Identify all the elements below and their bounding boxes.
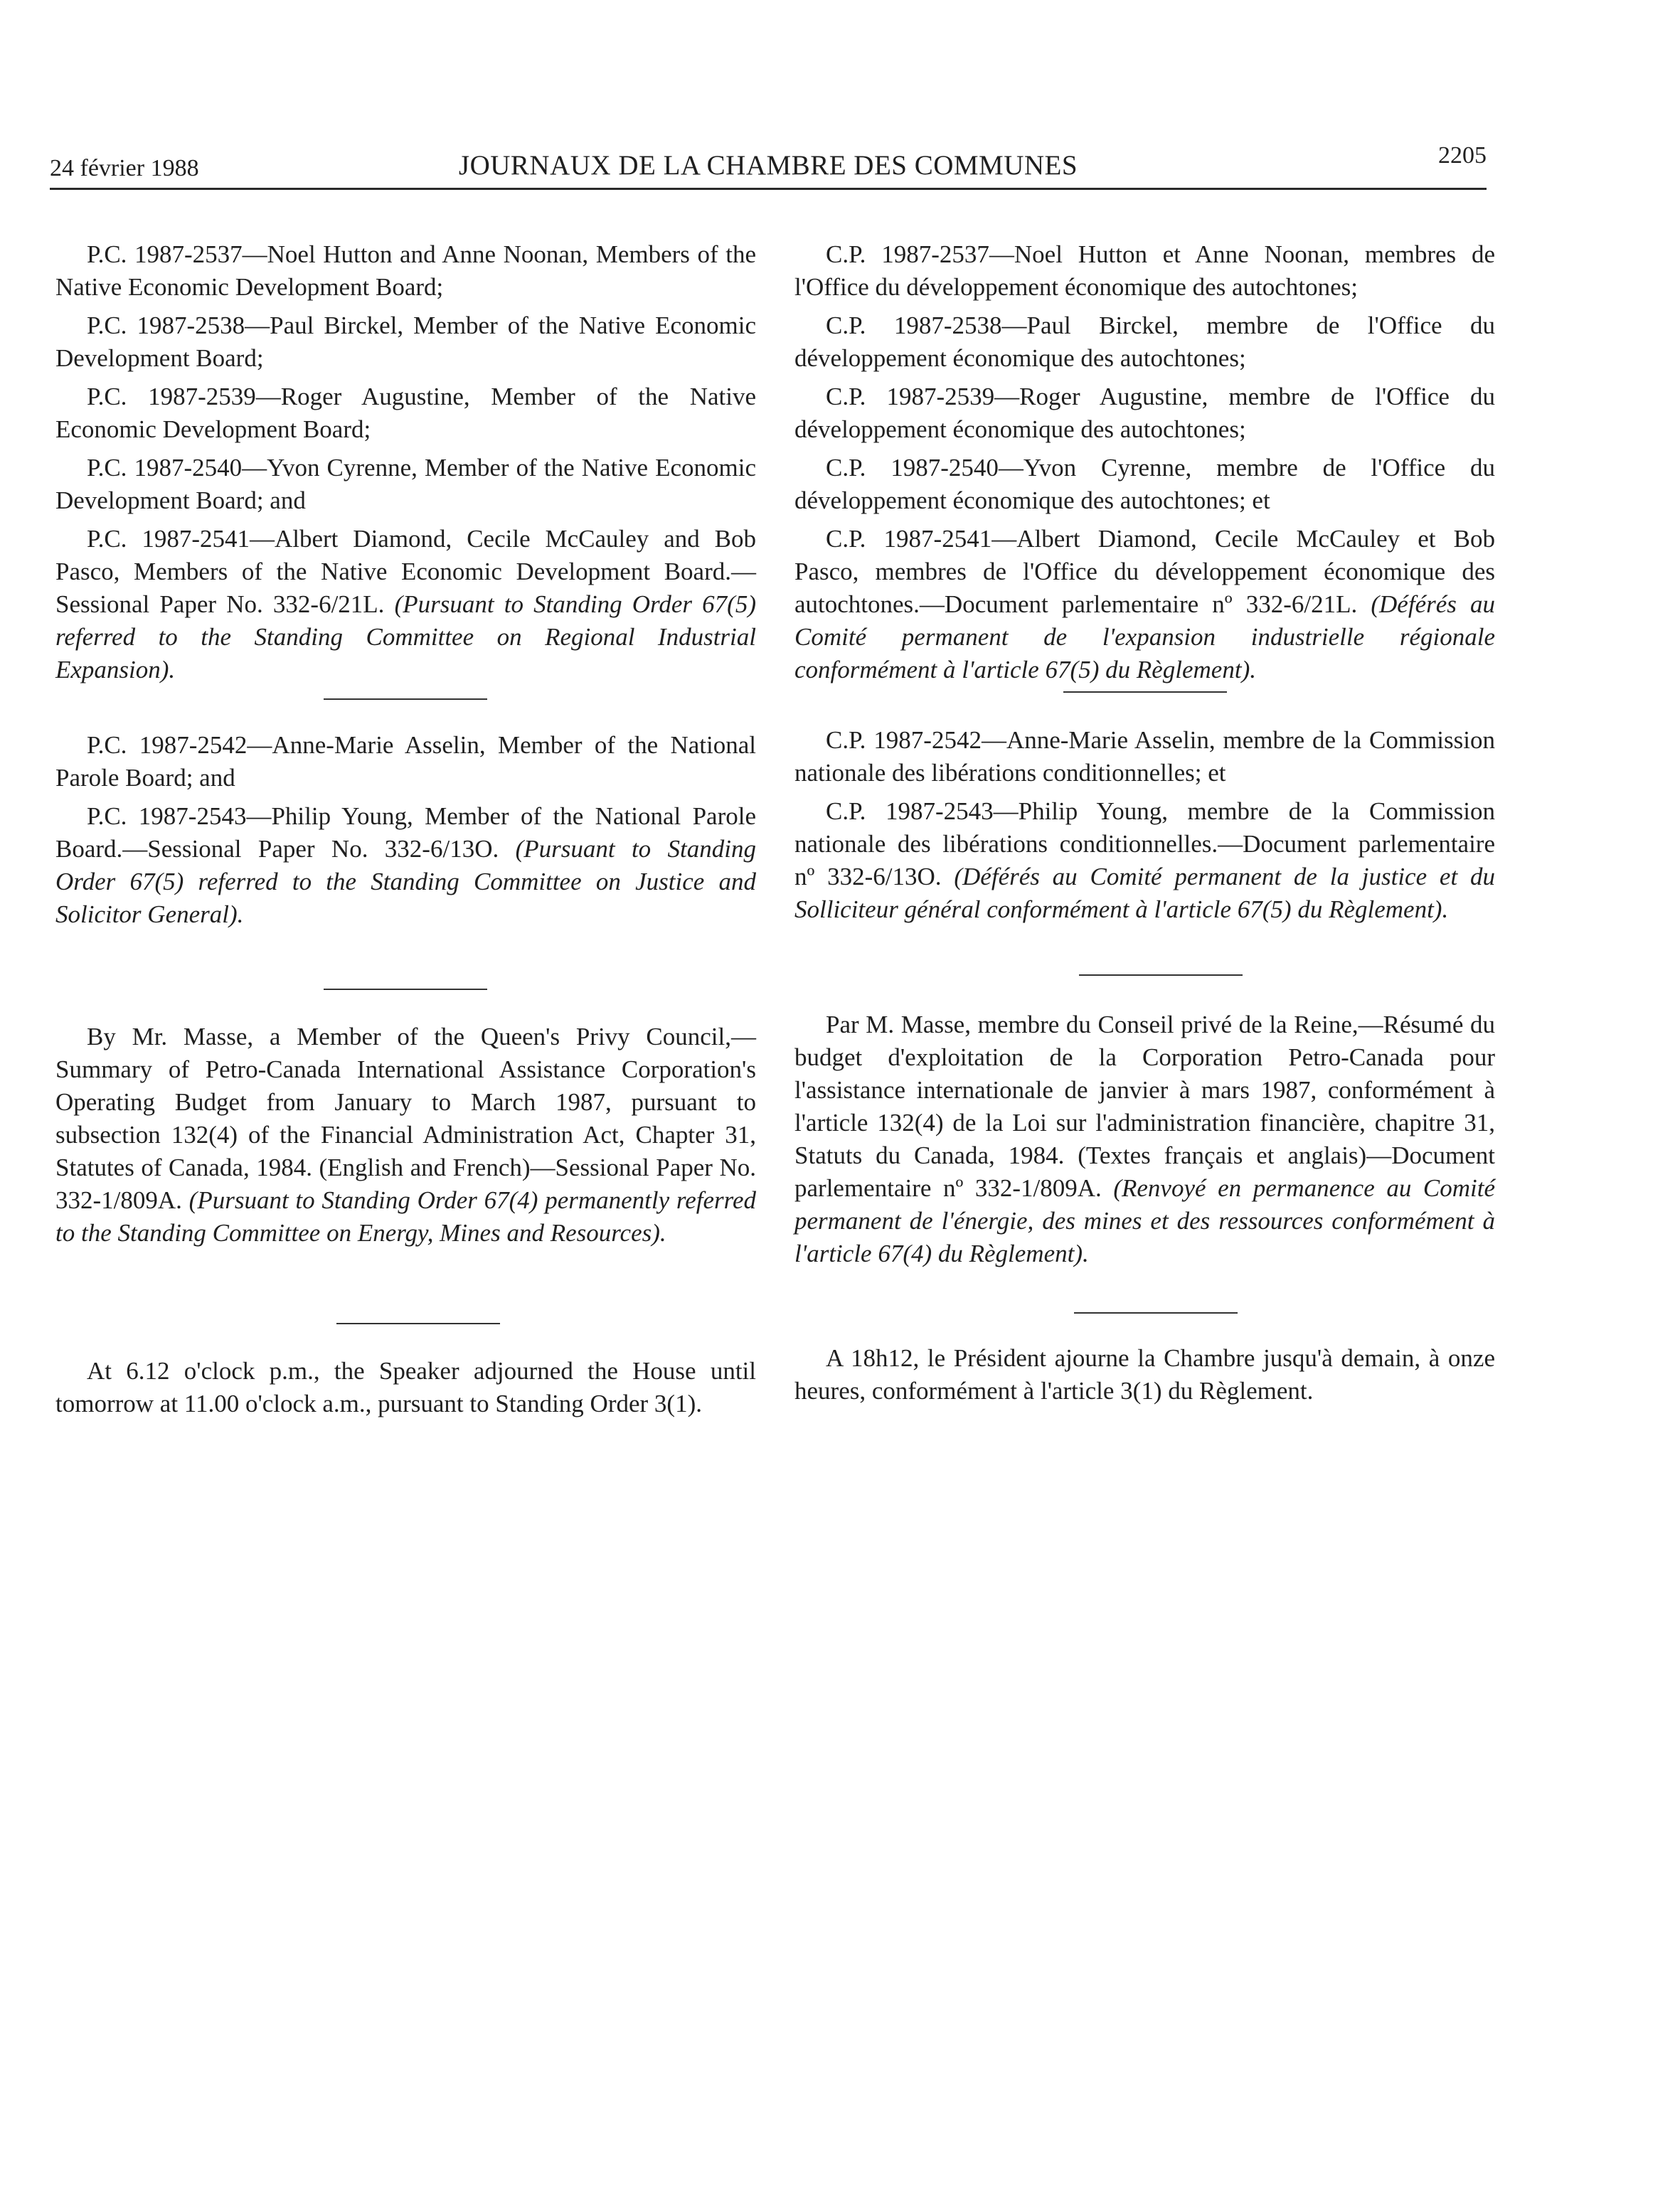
section-divider bbox=[1063, 691, 1227, 693]
paragraph-text: At 6.12 o'clock p.m., the Speaker adjourned the House until tomorrow at 11.00 o'clock a.m., pursuant to Standing Order 3(1). bbox=[55, 1357, 756, 1417]
paragraph-text: C.P. 1987-2537—Noel Hutton et Anne Noonan, membres de l'Office du développement économique des autochtones; bbox=[794, 240, 1495, 301]
paragraph-text: P.C. 1987-2540—Yvon Cyrenne, Member of the Native Economic Development Board; and bbox=[55, 454, 756, 514]
paragraph-text: P.C. 1987-2537—Noel Hutton and Anne Noonan, Members of the Native Economic Development Board; bbox=[55, 240, 756, 301]
paragraph-text: P.C. 1987-2538—Paul Birckel, Member of the Native Economic Development Board; bbox=[55, 312, 756, 372]
en-section-adjournment bbox=[55, 1355, 756, 1426]
header-date: 24 février 1988 bbox=[50, 155, 199, 181]
paragraph-text: A 18h12, le Président ajourne la Chambre jusqu'à demain, à onze heures, conformément à l'article 3(1) du Règlement. bbox=[794, 1344, 1495, 1405]
paragraph bbox=[794, 1009, 1495, 1270]
committee-referral: (Déférés au Comité permanent de la justice et du Solliciteur général conformément à l'article 67(5) du Règlement). bbox=[794, 863, 1495, 923]
paragraph bbox=[794, 238, 1495, 304]
paragraph bbox=[794, 724, 1495, 789]
committee-referral: (Renvoyé en permanence au Comité permanent de l'énergie, des mines et des ressources conformément à l'article 67(4) du Règlement). bbox=[794, 1174, 1495, 1267]
paragraph bbox=[55, 523, 756, 686]
paragraph-text: By Mr. Masse, a Member of the Queen's Privy Council,—Summary of Petro-Canada International Assistance Corporation's Operating Budget from January to March 1987, pursuant to subsection 132(4) of the Financial Administration Act, Chapter 31, Statutes of Canada, 1984. (English and French)—Sessional Paper No. 332-1/809A. bbox=[55, 1023, 756, 1214]
paragraph-text: C.P. 1987-2543—Philip Young, membre de la Commission nationale des libérations conditionnelles.—Document parlementaire nº 332-6/13O. bbox=[794, 797, 1495, 890]
paragraph bbox=[55, 1355, 756, 1420]
page-number: 2205 bbox=[1438, 142, 1487, 169]
committee-referral: (Pursuant to Standing Order 67(5) referred to the Standing Committee on Regional Industrial Expansion). bbox=[55, 590, 756, 683]
en-section-orders-parole-board bbox=[55, 729, 756, 937]
paragraph bbox=[794, 523, 1495, 686]
paragraph-text: P.C. 1987-2539—Roger Augustine, Member of the Native Economic Development Board; bbox=[55, 383, 756, 443]
paragraph bbox=[55, 1021, 756, 1250]
committee-referral: (Pursuant to Standing Order 67(4) permanently referred to the Standing Committee on Energy, Mines and Resources). bbox=[55, 1186, 757, 1247]
paragraph-text: P.C. 1987-2543—Philip Young, Member of the National Parole Board.—Sessional Paper No. 332-6/13O. bbox=[55, 802, 756, 863]
paragraph bbox=[55, 452, 756, 517]
paragraph bbox=[794, 309, 1495, 375]
paragraph-text: P.C. 1987-2542—Anne-Marie Asselin, Member of the National Parole Board; and bbox=[55, 731, 756, 792]
paragraph-text: C.P. 1987-2538—Paul Birckel, membre de l'Office du développement économique des autochtones; bbox=[794, 312, 1495, 372]
paragraph bbox=[55, 729, 756, 794]
section-divider bbox=[336, 1323, 500, 1324]
paragraph bbox=[794, 381, 1495, 446]
paragraph bbox=[794, 795, 1495, 926]
section-divider bbox=[1074, 1312, 1238, 1314]
fr-section-adjournment bbox=[794, 1342, 1495, 1413]
section-divider bbox=[1079, 974, 1243, 976]
paragraph bbox=[55, 238, 756, 304]
section-divider bbox=[324, 698, 487, 700]
header-title: JOURNAUX DE LA CHAMBRE DES COMMUNES bbox=[458, 150, 1078, 181]
committee-referral: (Déférés au Comité permanent de l'expansion industrielle régionale conformément à l'article 67(5) du Règlement). bbox=[794, 590, 1495, 683]
paragraph bbox=[55, 381, 756, 446]
paragraph bbox=[794, 452, 1495, 517]
paragraph-text: C.P. 1987-2541—Albert Diamond, Cecile McCauley et Bob Pasco, membres de l'Office du développement économique des autochtones.—Document parlementaire nº 332-6/21L. bbox=[794, 525, 1495, 618]
committee-referral: (Pursuant to Standing Order 67(5) referred to the Standing Committee on Justice and Solicitor General). bbox=[55, 835, 756, 928]
en-section-orders-native-board bbox=[55, 238, 756, 692]
en-section-petro-canada-budget bbox=[55, 1021, 756, 1255]
section-divider bbox=[324, 989, 487, 990]
paragraph bbox=[55, 309, 756, 375]
paragraph-text: C.P. 1987-2540—Yvon Cyrenne, membre de l'Office du développement économique des autochtones; et bbox=[794, 454, 1495, 514]
fr-section-orders-parole-board bbox=[794, 724, 1495, 932]
paragraph bbox=[794, 1342, 1495, 1408]
paragraph-text: P.C. 1987-2541—Albert Diamond, Cecile McCauley and Bob Pasco, Members of the Native Economic Development Board.—Sessional Paper No. 332-6/21L. bbox=[55, 525, 756, 618]
page-header bbox=[50, 142, 1487, 190]
paragraph bbox=[55, 800, 756, 931]
paragraph-text: C.P. 1987-2539—Roger Augustine, membre de l'Office du développement économique des autochtones; bbox=[794, 383, 1495, 443]
paragraph-text: Par M. Masse, membre du Conseil privé de la Reine,—Résumé du budget d'exploitation de la Corporation Petro-Canada pour l'assistance internationale de janvier à mars 1987, conformément à l'article 132(4) de la Loi sur l'administration financière, chapitre 31, Statuts du Canada, 1984. (Textes français et anglais)—Document parlementaire nº 332-1/809A. bbox=[794, 1011, 1495, 1202]
fr-section-orders-native-board bbox=[794, 238, 1495, 692]
fr-section-petro-canada-budget bbox=[794, 1009, 1495, 1276]
paragraph-text: C.P. 1987-2542—Anne-Marie Asselin, membre de la Commission nationale des libérations conditionnelles; et bbox=[794, 726, 1495, 787]
